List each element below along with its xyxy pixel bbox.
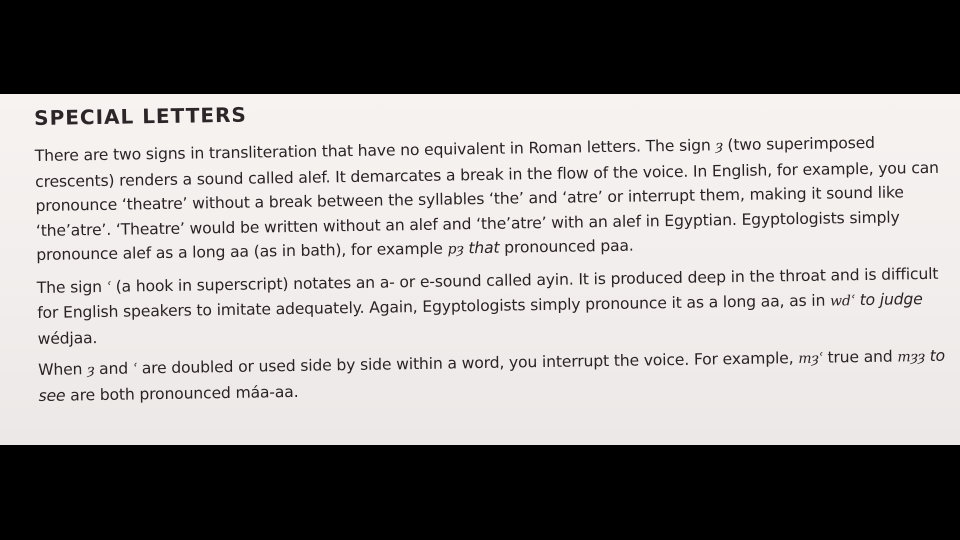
alef-sign: ȝ <box>87 362 95 379</box>
ayin-sign: ʿ <box>132 361 138 378</box>
book-page <box>0 94 960 445</box>
text-span: When <box>38 360 88 379</box>
example-meaning: that <box>463 238 500 258</box>
paragraph-ayin <box>37 261 954 351</box>
alef-sign: ȝ <box>715 138 723 155</box>
text-span: The sign <box>36 277 107 297</box>
page-content <box>34 94 955 415</box>
text-span: are doubled or used side by side within a word, you interrupt the voice. For example, <box>136 349 799 378</box>
section-heading: SPECIAL LETTERS <box>34 102 248 130</box>
example-word: wdʿ <box>829 293 855 310</box>
paragraph-alef <box>35 130 953 269</box>
example-word: pȝ <box>447 241 464 258</box>
text-span: (a hook in superscript) notates an a- or e-sound called ayin. It is produced deep in the throat and is difficult for English speakers to imitate adequately. Again, Egyptologists simply pronounce it as a long aa, as in <box>37 264 939 322</box>
example-meaning: to see <box>38 346 946 405</box>
text-span: There are two signs in transliteration that have no equivalent in Roman letters. The sign <box>34 136 716 165</box>
text-span: pronounced paa. <box>499 236 634 257</box>
text-span: and <box>94 359 133 379</box>
example-word: mȝʿ <box>798 350 823 368</box>
example-meaning: to judge <box>854 290 923 310</box>
text-span: true and <box>822 347 898 367</box>
example-word: mȝȝ <box>897 349 925 366</box>
text-span: are both pronounced máa-aa. <box>65 382 299 405</box>
ayin-sign: ʿ <box>106 279 111 296</box>
paragraph-doubled <box>38 344 955 408</box>
text-span: (two superimposed crescents) renders a sound called alef. It demarcates a break in the flow of the voice. In English, for example, you can pronounce ‘theatre’ without a break between the syllables ‘the’ and ‘atre’ or interrupt them, making it sound like ‘the’atre’. ‘Theatre’ would be written without an alef and ‘the’atre’ with an alef in Egyptian. Egyptologists simply pronounce alef as a long aa (as in bath), for example <box>35 133 939 264</box>
text-span: wédjaa. <box>37 328 98 348</box>
